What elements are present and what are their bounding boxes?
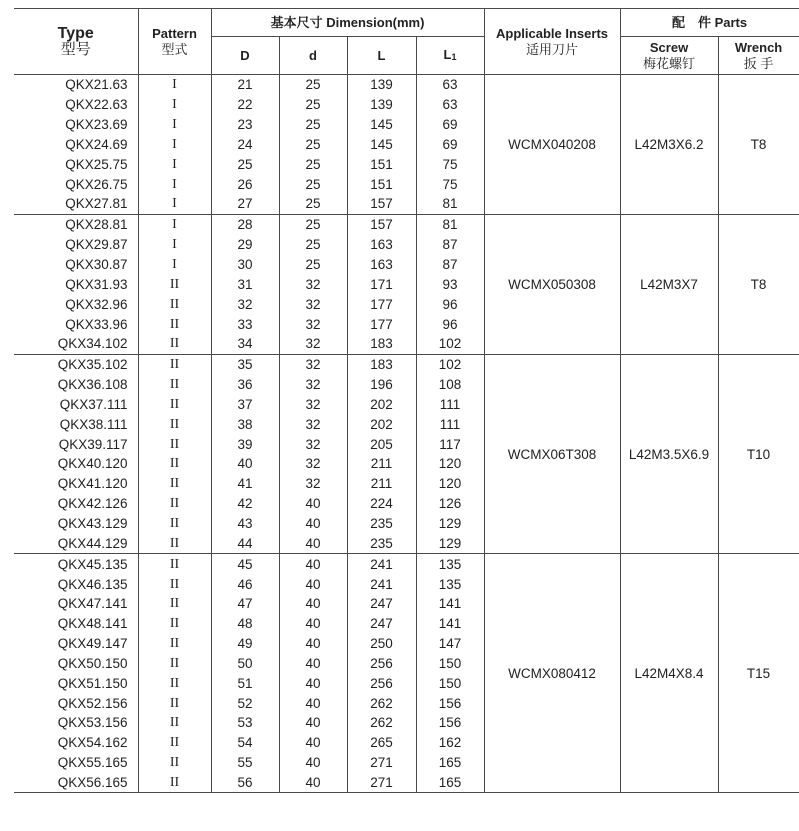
- pattern-cell: I: [138, 194, 211, 214]
- dim-L-cell: 241: [347, 554, 416, 574]
- type-cell: QKX53.156: [14, 713, 138, 733]
- type-cell: QKX39.117: [14, 434, 138, 454]
- dim-d-cell: 25: [279, 255, 347, 275]
- table-row: [14, 75, 799, 95]
- dim-L1-cell: 135: [416, 554, 484, 574]
- pattern-cell: II: [138, 354, 211, 374]
- dim-d-cell: 40: [279, 673, 347, 693]
- dim-D-cell: 41: [211, 474, 279, 494]
- dim-D-cell: 29: [211, 235, 279, 255]
- dim-L-cell: 177: [347, 294, 416, 314]
- header-pattern: [138, 9, 211, 75]
- dim-L1-cell: 111: [416, 414, 484, 434]
- dim-d-cell: 40: [279, 614, 347, 634]
- type-cell: QKX42.126: [14, 494, 138, 514]
- dim-L-cell: 235: [347, 533, 416, 553]
- header-screw-en: Screw: [649, 39, 689, 55]
- pattern-cell: II: [138, 474, 211, 494]
- dim-L1-cell: 63: [416, 75, 484, 95]
- pattern-cell: I: [138, 174, 211, 194]
- pattern-cell: II: [138, 673, 211, 693]
- dim-L-cell: 271: [347, 753, 416, 773]
- dim-D-cell: 53: [211, 713, 279, 733]
- header-col-L1: [416, 37, 484, 75]
- pattern-cell: II: [138, 554, 211, 574]
- dim-L-cell: 224: [347, 494, 416, 514]
- type-cell: QKX41.120: [14, 474, 138, 494]
- dim-D-cell: 31: [211, 274, 279, 294]
- insert-cell: WCMX040208: [484, 75, 620, 215]
- dim-D-cell: 27: [211, 194, 279, 214]
- header-wrench-en: Wrench: [734, 39, 783, 55]
- pattern-cell: II: [138, 574, 211, 594]
- dim-L1-cell: 150: [416, 673, 484, 693]
- dim-d-cell: 32: [279, 294, 347, 314]
- type-cell: QKX36.108: [14, 375, 138, 395]
- dim-d-cell: 40: [279, 494, 347, 514]
- header-col-D: D: [211, 37, 279, 75]
- type-cell: QKX25.75: [14, 154, 138, 174]
- dim-L-cell: 145: [347, 115, 416, 135]
- dim-d-cell: 32: [279, 375, 347, 395]
- dim-d-cell: 40: [279, 653, 347, 673]
- dim-L1-cell: 102: [416, 334, 484, 354]
- dim-D-cell: 56: [211, 773, 279, 793]
- type-cell: QKX49.147: [14, 634, 138, 654]
- table-row: [14, 214, 799, 234]
- type-cell: QKX48.141: [14, 614, 138, 634]
- pattern-cell: II: [138, 434, 211, 454]
- type-cell: QKX45.135: [14, 554, 138, 574]
- dim-L1-cell: 126: [416, 494, 484, 514]
- dim-L-cell: 262: [347, 713, 416, 733]
- dim-L1-cell: 141: [416, 594, 484, 614]
- type-cell: QKX24.69: [14, 135, 138, 155]
- pattern-cell: II: [138, 375, 211, 395]
- pattern-cell: II: [138, 634, 211, 654]
- header-col-L: L: [347, 37, 416, 75]
- dim-D-cell: 42: [211, 494, 279, 514]
- dim-L-cell: 157: [347, 214, 416, 234]
- dim-L1-cell: 69: [416, 115, 484, 135]
- dim-d-cell: 25: [279, 95, 347, 115]
- dim-D-cell: 21: [211, 75, 279, 95]
- pattern-cell: I: [138, 255, 211, 275]
- dim-D-cell: 38: [211, 414, 279, 434]
- dim-d-cell: 25: [279, 174, 347, 194]
- table-row: [14, 354, 799, 374]
- dim-L1-cell: 108: [416, 375, 484, 395]
- dim-L-cell: 157: [347, 194, 416, 214]
- dim-L1-cell: 156: [416, 713, 484, 733]
- dim-d-cell: 40: [279, 634, 347, 654]
- dim-D-cell: 55: [211, 753, 279, 773]
- dim-L1-cell: 120: [416, 454, 484, 474]
- dim-L-cell: 262: [347, 693, 416, 713]
- dim-D-cell: 32: [211, 294, 279, 314]
- dim-D-cell: 48: [211, 614, 279, 634]
- dim-D-cell: 47: [211, 594, 279, 614]
- type-cell: QKX37.111: [14, 395, 138, 415]
- header-screw-cn: 梅花螺钉: [643, 55, 696, 71]
- dim-D-cell: 23: [211, 115, 279, 135]
- header-wrench: [718, 37, 799, 75]
- pattern-cell: II: [138, 414, 211, 434]
- dim-d-cell: 40: [279, 733, 347, 753]
- dim-D-cell: 51: [211, 673, 279, 693]
- dim-D-cell: 40: [211, 454, 279, 474]
- type-cell: QKX28.81: [14, 214, 138, 234]
- header-wrench-cn: 扳 手: [743, 55, 774, 71]
- dim-L-cell: 171: [347, 274, 416, 294]
- header-inserts-cn: 适用刀片: [526, 41, 579, 57]
- dim-L1-cell: 93: [416, 274, 484, 294]
- type-cell: QKX21.63: [14, 75, 138, 95]
- dim-L1-cell: 63: [416, 95, 484, 115]
- dim-L-cell: 247: [347, 614, 416, 634]
- dim-d-cell: 25: [279, 194, 347, 214]
- dim-L1-cell: 96: [416, 314, 484, 334]
- dim-L1-cell: 111: [416, 395, 484, 415]
- header-inserts: [484, 9, 620, 75]
- dim-L1-cell: 156: [416, 693, 484, 713]
- dim-D-cell: 44: [211, 533, 279, 553]
- dim-L1-cell: 69: [416, 135, 484, 155]
- dim-D-cell: 43: [211, 514, 279, 534]
- dim-L-cell: 139: [347, 95, 416, 115]
- wrench-cell: T8: [718, 214, 799, 354]
- type-cell: QKX40.120: [14, 454, 138, 474]
- dim-L1-cell: 120: [416, 474, 484, 494]
- screw-cell: L42M3X7: [620, 214, 718, 354]
- dim-d-cell: 32: [279, 274, 347, 294]
- type-cell: QKX43.129: [14, 514, 138, 534]
- dim-L-cell: 177: [347, 314, 416, 334]
- insert-cell: WCMX06T308: [484, 354, 620, 553]
- type-cell: QKX30.87: [14, 255, 138, 275]
- pattern-cell: I: [138, 135, 211, 155]
- type-cell: QKX22.63: [14, 95, 138, 115]
- header-col-d: d: [279, 37, 347, 75]
- dim-L1-cell: 87: [416, 235, 484, 255]
- pattern-cell: II: [138, 514, 211, 534]
- pattern-cell: II: [138, 713, 211, 733]
- dim-L-cell: 202: [347, 395, 416, 415]
- dim-L1-cell: 150: [416, 653, 484, 673]
- dim-L-cell: 163: [347, 235, 416, 255]
- dim-L-cell: 211: [347, 454, 416, 474]
- type-cell: QKX50.150: [14, 653, 138, 673]
- dim-L1-cell: 141: [416, 614, 484, 634]
- dim-d-cell: 32: [279, 474, 347, 494]
- type-cell: QKX27.81: [14, 194, 138, 214]
- dim-d-cell: 25: [279, 214, 347, 234]
- dim-L1-cell: 81: [416, 214, 484, 234]
- dim-d-cell: 32: [279, 334, 347, 354]
- dim-d-cell: 32: [279, 434, 347, 454]
- dim-L1-cell: 129: [416, 514, 484, 534]
- type-cell: QKX38.111: [14, 414, 138, 434]
- dim-D-cell: 35: [211, 354, 279, 374]
- dim-d-cell: 40: [279, 574, 347, 594]
- type-cell: QKX51.150: [14, 673, 138, 693]
- header-type: [14, 9, 138, 75]
- type-cell: QKX32.96: [14, 294, 138, 314]
- dim-L-cell: 183: [347, 334, 416, 354]
- dim-d-cell: 25: [279, 75, 347, 95]
- screw-cell: L42M4X8.4: [620, 554, 718, 793]
- spec-table: [14, 8, 799, 793]
- header-col-L1-main: L: [443, 46, 452, 62]
- dim-L-cell: 139: [347, 75, 416, 95]
- dim-L-cell: 202: [347, 414, 416, 434]
- type-cell: QKX33.96: [14, 314, 138, 334]
- type-cell: QKX55.165: [14, 753, 138, 773]
- wrench-cell: T8: [718, 75, 799, 215]
- screw-cell: L42M3.5X6.9: [620, 354, 718, 553]
- pattern-cell: II: [138, 454, 211, 474]
- pattern-cell: II: [138, 753, 211, 773]
- dim-L1-cell: 129: [416, 533, 484, 553]
- table-body: [14, 75, 799, 793]
- dim-L-cell: 151: [347, 174, 416, 194]
- type-cell: QKX44.129: [14, 533, 138, 553]
- dim-d-cell: 40: [279, 753, 347, 773]
- pattern-cell: II: [138, 494, 211, 514]
- dim-D-cell: 54: [211, 733, 279, 753]
- dim-D-cell: 22: [211, 95, 279, 115]
- screw-cell: L42M3X6.2: [620, 75, 718, 215]
- dim-d-cell: 25: [279, 235, 347, 255]
- header-type-en: Type: [57, 24, 94, 42]
- dim-D-cell: 46: [211, 574, 279, 594]
- dim-D-cell: 52: [211, 693, 279, 713]
- wrench-cell: T10: [718, 354, 799, 553]
- dim-L-cell: 265: [347, 733, 416, 753]
- dim-d-cell: 40: [279, 693, 347, 713]
- dim-L-cell: 256: [347, 673, 416, 693]
- type-cell: QKX26.75: [14, 174, 138, 194]
- dim-L1-cell: 135: [416, 574, 484, 594]
- dim-L1-cell: 147: [416, 634, 484, 654]
- dim-L-cell: 241: [347, 574, 416, 594]
- pattern-cell: II: [138, 693, 211, 713]
- header-screw: [620, 37, 718, 75]
- pattern-cell: II: [138, 594, 211, 614]
- dim-D-cell: 45: [211, 554, 279, 574]
- dim-L-cell: 211: [347, 474, 416, 494]
- dim-d-cell: 25: [279, 135, 347, 155]
- dim-D-cell: 39: [211, 434, 279, 454]
- dim-D-cell: 37: [211, 395, 279, 415]
- header-pattern-en: Pattern: [152, 25, 197, 41]
- header-parts: 配 件 Parts: [620, 9, 799, 37]
- pattern-cell: II: [138, 773, 211, 793]
- pattern-cell: II: [138, 274, 211, 294]
- dim-L1-cell: 165: [416, 753, 484, 773]
- pattern-cell: II: [138, 533, 211, 553]
- pattern-cell: II: [138, 614, 211, 634]
- type-cell: QKX56.165: [14, 773, 138, 793]
- dim-L1-cell: 81: [416, 194, 484, 214]
- dim-L-cell: 163: [347, 255, 416, 275]
- dim-L1-cell: 102: [416, 354, 484, 374]
- pattern-cell: II: [138, 653, 211, 673]
- pattern-cell: I: [138, 95, 211, 115]
- type-cell: QKX47.141: [14, 594, 138, 614]
- dim-L1-cell: 165: [416, 773, 484, 793]
- type-cell: QKX54.162: [14, 733, 138, 753]
- dim-L-cell: 145: [347, 135, 416, 155]
- dim-L1-cell: 117: [416, 434, 484, 454]
- dim-D-cell: 24: [211, 135, 279, 155]
- dim-d-cell: 40: [279, 533, 347, 553]
- dim-L1-cell: 75: [416, 174, 484, 194]
- dim-d-cell: 32: [279, 354, 347, 374]
- dim-D-cell: 26: [211, 174, 279, 194]
- dim-D-cell: 33: [211, 314, 279, 334]
- type-cell: QKX29.87: [14, 235, 138, 255]
- dim-D-cell: 36: [211, 375, 279, 395]
- dim-L-cell: 256: [347, 653, 416, 673]
- dim-L-cell: 196: [347, 375, 416, 395]
- type-cell: QKX34.102: [14, 334, 138, 354]
- dim-d-cell: 32: [279, 314, 347, 334]
- dim-L-cell: 235: [347, 514, 416, 534]
- dim-d-cell: 40: [279, 773, 347, 793]
- dim-L1-cell: 96: [416, 294, 484, 314]
- header-pattern-cn: 型式: [161, 41, 188, 57]
- header-inserts-en: Applicable Inserts: [496, 25, 609, 41]
- insert-cell: WCMX080412: [484, 554, 620, 793]
- dim-d-cell: 32: [279, 414, 347, 434]
- dim-d-cell: 40: [279, 713, 347, 733]
- pattern-cell: I: [138, 154, 211, 174]
- type-cell: QKX23.69: [14, 115, 138, 135]
- dim-L-cell: 247: [347, 594, 416, 614]
- dim-D-cell: 25: [211, 154, 279, 174]
- dim-d-cell: 25: [279, 154, 347, 174]
- dim-L1-cell: 75: [416, 154, 484, 174]
- dim-L-cell: 271: [347, 773, 416, 793]
- type-cell: QKX52.156: [14, 693, 138, 713]
- pattern-cell: II: [138, 314, 211, 334]
- pattern-cell: II: [138, 294, 211, 314]
- header-type-cn: 型号: [60, 40, 91, 58]
- dim-D-cell: 49: [211, 634, 279, 654]
- dim-d-cell: 40: [279, 514, 347, 534]
- dim-d-cell: 40: [279, 594, 347, 614]
- table-header: [14, 9, 799, 75]
- header-dimension: 基本尺寸 Dimension(mm): [211, 9, 484, 37]
- wrench-cell: T15: [718, 554, 799, 793]
- dim-d-cell: 40: [279, 554, 347, 574]
- dim-L1-cell: 162: [416, 733, 484, 753]
- dim-L1-cell: 87: [416, 255, 484, 275]
- type-cell: QKX35.102: [14, 354, 138, 374]
- pattern-cell: I: [138, 214, 211, 234]
- dim-L-cell: 250: [347, 634, 416, 654]
- type-cell: QKX31.93: [14, 274, 138, 294]
- dim-D-cell: 50: [211, 653, 279, 673]
- pattern-cell: I: [138, 235, 211, 255]
- dim-D-cell: 34: [211, 334, 279, 354]
- pattern-cell: II: [138, 334, 211, 354]
- dim-D-cell: 30: [211, 255, 279, 275]
- type-cell: QKX46.135: [14, 574, 138, 594]
- pattern-cell: II: [138, 395, 211, 415]
- pattern-cell: II: [138, 733, 211, 753]
- dim-L-cell: 183: [347, 354, 416, 374]
- dim-d-cell: 32: [279, 454, 347, 474]
- insert-cell: WCMX050308: [484, 214, 620, 354]
- pattern-cell: I: [138, 75, 211, 95]
- header-col-L1-sub: 1: [451, 51, 457, 62]
- dim-L-cell: 151: [347, 154, 416, 174]
- dim-d-cell: 32: [279, 395, 347, 415]
- dim-d-cell: 25: [279, 115, 347, 135]
- dim-L-cell: 205: [347, 434, 416, 454]
- pattern-cell: I: [138, 115, 211, 135]
- dim-D-cell: 28: [211, 214, 279, 234]
- table-row: [14, 554, 799, 574]
